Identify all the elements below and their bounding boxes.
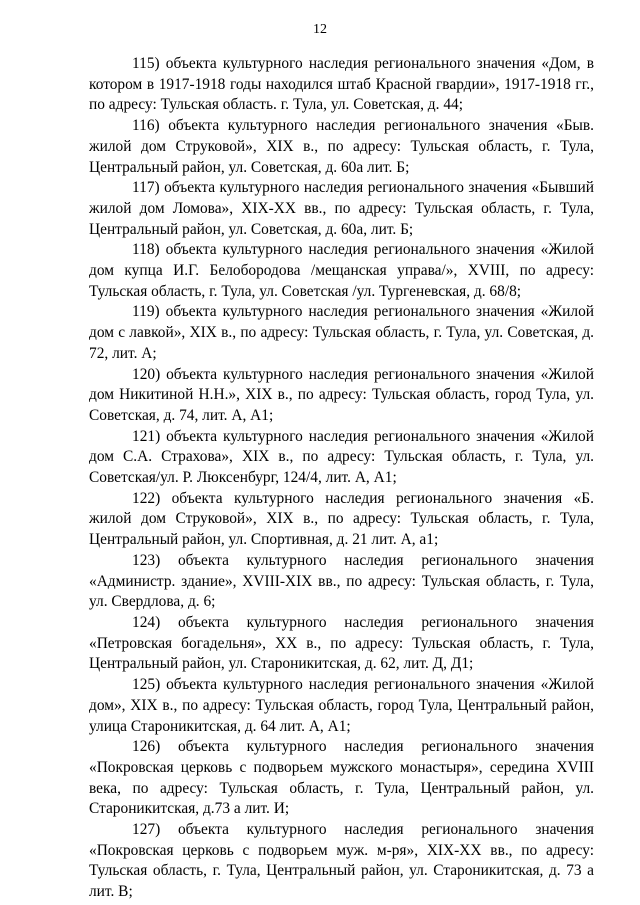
- page-number: 12: [313, 22, 327, 37]
- list-item: 119) объекта культурного наследия регионального значения «Жилой дом с лавкой», XIX в., по адресу: Тульская область, г. Тула, ул. Советская, д. 72, лит. А;: [89, 303, 594, 362]
- list-item: 124) объекта культурного наследия регионального значения «Петровская богадельня», XX в., по адресу: Тульская область, г. Тула, Центральный район, ул. Староникитская, д. 62, лит. Д, Д1;: [89, 613, 594, 673]
- list-item: 120) объекта культурного наследия регионального значения «Жилой дом Никитиной Н.Н.», XIX в., по адресу: Тульская область, город Тула, ул. Советская, д. 74, лит. А, А1;: [89, 365, 594, 424]
- document-body: [89, 54, 594, 903]
- list-item: 125) объекта культурного наследия регионального значения «Жилой дом», XIX в., по адресу: Тульская область, город Тула, Центральный район, улица Староникитская, д. 64 лит. А, А1;: [89, 676, 594, 735]
- list-item: 127) объекта культурного наследия регионального значения «Покровская церковь с подворьем муж. м-ря», XIX-XX вв., по адресу: Тульская область, г. Тула, Центральный район, ул. Староникитская, д. 73 а лит. В;: [89, 821, 594, 901]
- list-item: 123) объекта культурного наследия регионального значения «Администр. здание», XVIII-XIX вв., по адресу: Тульская область, г. Тула, ул. Свердлова, д. 6;: [89, 551, 594, 611]
- list-item: 117) объекта культурного наследия регионального значения «Бывший жилой дом Ломова», XIX-XX вв., по адресу: Тульская область, г. Тула, Центральный район, ул. Советская, д. 60а, лит. Б;: [89, 179, 594, 238]
- list-item: 116) объекта культурного наследия регионального значения «Быв. жилой дом Струковой», XIX в., по адресу: Тульская область, г. Тула, Центральный район, ул. Советская, д. 60а лит. Б;: [89, 117, 594, 176]
- list-item: 126) объекта культурного наследия регионального значения «Покровская церковь с подворьем мужского монастыря», середина XVIII века, по адресу: Тульская область, г. Тула, Центральный район, ул. Староникитская, д.73 а лит. И;: [89, 738, 594, 818]
- list-item: 122) объекта культурного наследия регионального значения «Б. жилой дом Струковой», XIX в., по адресу: Тульская область, г. Тула, Центральный район, ул. Спортивная, д. 21 лит. А, а1;: [89, 489, 594, 549]
- list-item: 115) объекта культурного наследия регионального значения «Дом, в котором в 1917-1918 годы находился штаб Красной гвардии», 1917-1918 гг., по адресу: Тульская область. г. Тула, ул. Советская, д. 44;: [89, 55, 594, 114]
- list-item: 121) объекта культурного наследия регионального значения «Жилой дом С.А. Страхова», XIX в., по адресу: Тульская область, г. Тула, ул. Советская/ул. Р. Люксенбург, 124/4, лит. А, А1;: [89, 427, 594, 487]
- list-item: 118) объекта культурного наследия регионального значения «Жилой дом купца И.Г. Белобородова /мещанская управа/», XVIII, по адресу: Тульская область, г. Тула, ул. Советская /ул. Тургеневская, д. 68/8;: [89, 241, 594, 300]
